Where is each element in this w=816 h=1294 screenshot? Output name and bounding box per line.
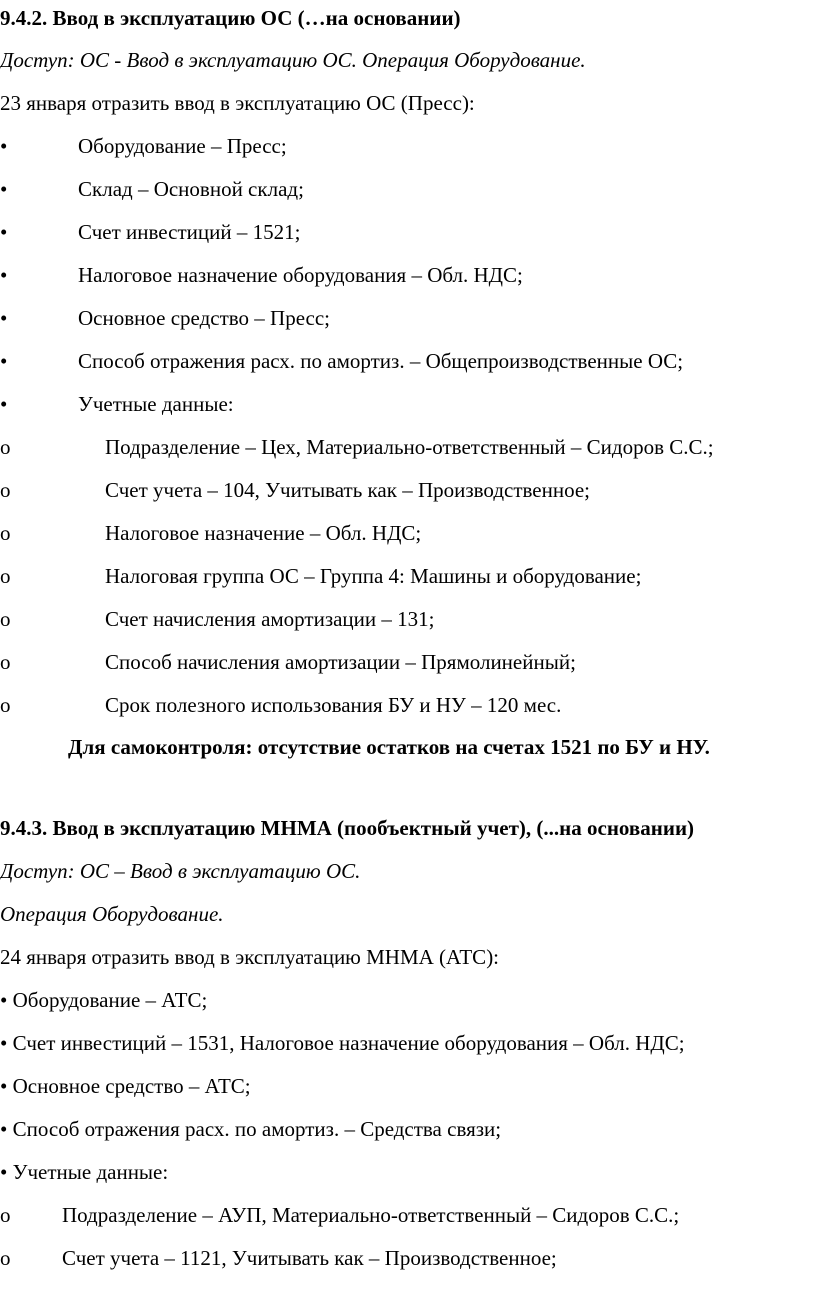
bullet-item: Учетные данные: <box>78 392 234 416</box>
sub-marker: o <box>0 693 11 717</box>
operation-line: Операция Оборудование. <box>0 902 224 926</box>
bullet-marker: • <box>0 177 8 201</box>
sub-marker: o <box>0 435 11 459</box>
bullet-item: Счет инвестиций – 1521; <box>78 220 301 244</box>
selfcheck-note: Для самоконтроля: отсутствие остатков на счетах 1521 по БУ и НУ. <box>68 735 710 759</box>
bullet-item: Склад – Основной склад; <box>78 177 304 201</box>
sub-marker: o <box>0 650 11 674</box>
access-line: Доступ: ОС – Ввод в эксплуатацию ОС. <box>0 859 361 883</box>
bullet-marker: • <box>0 392 8 416</box>
sub-item: Налоговая группа ОС – Группа 4: Машины и оборудование; <box>105 564 642 588</box>
sub-marker: o <box>0 564 11 588</box>
sub-item: Способ начисления амортизации – Прямолинейный; <box>105 650 576 674</box>
section-heading-9-4-3: 9.4.3. Ввод в эксплуатацию МНМА (пообъектный учет), (...на основании) <box>0 816 695 840</box>
access-line: Доступ: ОС - Ввод в эксплуатацию ОС. Операция Оборудование. <box>0 48 586 72</box>
bullet-item: Основное средство – Пресс; <box>78 306 331 330</box>
sub-marker: o <box>0 1203 11 1227</box>
intro-line: 23 января отразить ввод в эксплуатацию ОС (Пресс): <box>0 91 475 115</box>
bullet-item: • Способ отражения расх. по амортиз. – Средства связи; <box>0 1117 502 1141</box>
section-heading-9-4-2: 9.4.2. Ввод в эксплуатацию ОС (…на основании) <box>0 6 461 30</box>
bullet-item: • Счет инвестиций – 1531, Налоговое назначение оборудования – Обл. НДС; <box>0 1031 685 1055</box>
intro-line: 24 января отразить ввод в эксплуатацию МНМА (АТС): <box>0 945 500 969</box>
bullet-marker: • <box>0 134 8 158</box>
bullet-marker: • <box>0 349 8 373</box>
sub-item: Подразделение – Цех, Материально-ответственный – Сидоров С.С.; <box>105 435 714 459</box>
bullet-item: • Учетные данные: <box>0 1160 169 1184</box>
sub-marker: o <box>0 1246 11 1270</box>
sub-marker: o <box>0 478 11 502</box>
bullet-item: Способ отражения расх. по амортиз. – Общепроизводственные ОС; <box>78 349 684 373</box>
sub-item: Счет учета – 1121, Учитывать как – Производственное; <box>62 1246 557 1270</box>
bullet-item: • Основное средство – АТС; <box>0 1074 251 1098</box>
sub-item: Счет учета – 104, Учитывать как – Производственное; <box>105 478 591 502</box>
bullet-item: • Оборудование – АТС; <box>0 988 208 1012</box>
sub-item: Срок полезного использования БУ и НУ – 120 мес. <box>105 693 562 717</box>
sub-item: Налоговое назначение – Обл. НДС; <box>105 521 422 545</box>
bullet-marker: • <box>0 263 8 287</box>
sub-item: Счет начисления амортизации – 131; <box>105 607 435 631</box>
bullet-item: Налоговое назначение оборудования – Обл. НДС; <box>78 263 523 287</box>
sub-marker: o <box>0 521 11 545</box>
bullet-marker: • <box>0 220 8 244</box>
bullet-item: Оборудование – Пресс; <box>78 134 287 158</box>
sub-marker: o <box>0 607 11 631</box>
sub-item: Подразделение – АУП, Материально-ответственный – Сидоров С.С.; <box>62 1203 680 1227</box>
bullet-marker: • <box>0 306 8 330</box>
